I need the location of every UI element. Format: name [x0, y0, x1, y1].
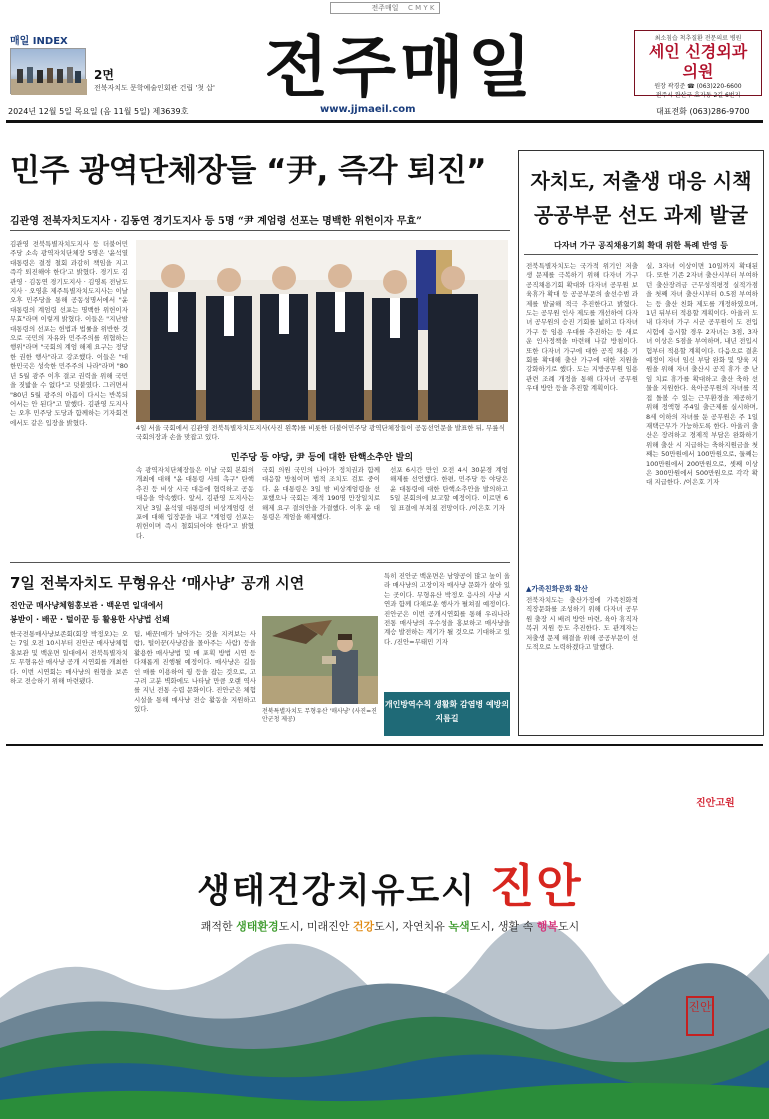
second-subhead-2: 봉받이 · 배꾼 · 털이꾼 등 활용한 사냥법 선봬 [10, 615, 170, 624]
index-label: 매일 INDEX [10, 36, 68, 47]
lead-subheadline: 김관영 전북자치도지사 · 김동연 경기도지사 등 5명 “尹 계엄령 선포는 명백한 위헌이자 무효” [10, 216, 422, 227]
right-headline-line2: 공공부문 선도 과제 발굴 [533, 203, 749, 227]
clinic-ad-address: 전주시 완산구 효자동 2길 6번지 [655, 92, 741, 99]
tagline-eco: 생태환경 [236, 920, 279, 933]
issue-date: 2024년 12월 5일 목요일 (음 11월 5일) 제3639호 [8, 107, 189, 116]
cmyk-marks: C M Y K [408, 4, 435, 12]
tagline-health: 건강 [352, 920, 375, 933]
lead-inner-subhead: 민주당 등 야당, 尹 등에 대한 탄핵소추안 발의 [230, 453, 414, 463]
ad-divider [6, 744, 763, 746]
lead-body-col4: 선포 6시간 만인 오전 4시 30분경 계엄 해제를 선언했다. 한편, 민주당 등 야당은 윤 대통령에 대한 탄핵소추안을 발의하고 5일 본회의에 보고할 예정이다. 이르면 6일 표결에 부쳐질 전망이다. /이은호 기자 [390, 466, 508, 512]
right-section-mark: ▲가족친화문화 확산 [526, 585, 588, 593]
public-health-banner[interactable]: 개인방역수칙 생활화 감염병 예방의 지름길 [384, 692, 510, 736]
right-divider [524, 254, 758, 255]
second-headline[interactable]: 7일 전북자치도 무형유산 ‘매사냥’ 공개 시연 [10, 574, 305, 592]
right-body-col2: 실, 3자녀 이상이면 10일까지 확대된다. 또한 기존 2자녀 출산시부터 부여하던 출산장려금 근무성적평정 실적가점을 첫째 자녀 출산시부터 0.5점 부여하는 등 출산 친화 제도를 개정하였으며, 1년 뒤부터 적용할 계획이다. 아울러 도내 다자녀 가구 시군 공무원이 도 전입시험에 응시할 경우 2자녀는 3점, 3자녀 이상은 5점을 부여하며, 내년 전입시험부터 적용할 계획이다. 다음으로 결혼 예정이 자녀 임신 부담 완화 및 양육 지원을 위해 자녀 출산시 공직 휴가 중 난임 치료 휴가를 확대하고 출산 축하 선물을 지원한다. 육아공무원의 자녀를 직접 돌볼 수 있는 근무환경을 제공하기 위해 정액형 주4일 출근제를 실시하며, 8세 이하의 자녀를 둔 공무원은 주 1일 재택근무가 가능하도록 한다. 아울러 출산은 장려하고 경제적 부담은 완화하기 위해 출산 시 지급하는 축하지원금을 첫째는 50만원에서 100만원으로, 둘째는 100만원에서 200만원으로, 셋째 이상은 300만원에서 500만원으로 각각 확대 지급한다. /이은호 기자 [646, 262, 758, 487]
index-description[interactable]: 전북자치도 문학예술인회관 건립 '첫 삽' [94, 84, 215, 92]
right-body-col1: 전북특별자치도는 국가적 위기인 저출생 문제를 극복하기 위해 다자녀 가구 공직채용기회 확대와 다자녀 공무원 보육휴가 확대 등 공공부문의 솔선수범 과제를 발굴해 적극 추진한다고 밝혔다. 도는 공무원 인사 제도를 개선하여 다자녀 공무원의 승진 기회를 넓히고 다자녀 가구 등 임용 우대를 추진하는 등 새로운 인사정책을 마련해 나갈 방침이다. 또한 다자녀 가구에 대한 공직 채용 기회를 확대해 출산 가구에 대한 지원을 강화하기로 했다. 도는 지방공무원 임용 관련 조례 개정을 통해 다자녀 공무원 우대 방안 등을 추진할 계획이다. [526, 262, 638, 393]
second-subhead-1: 진안군 매사냥체험홍보관 · 백운면 일대에서 [10, 601, 164, 610]
index-thumbnail[interactable] [10, 48, 86, 94]
second-body-col3: 특히 진안군 백운면은 남양공이 많고 높이 올라 매사냥의 고장이자 매사냥 문화가 살아 있는 곳이다. 무형유산 박정오 응사의 사냥 시연과 함께 다채로운 행사가 펼쳐질 예정이다. 진안군은 이번 공개시연회를 통해 우리나라 전통 매사냥의 우수성을 홍보하고 매사냥을 계승 발전하는 계기가 될 것으로 기대하고 있다. /진안=무태민 기자 [384, 572, 510, 646]
right-body-col1b: 전북자치도는 출산가정에 가족친화적 직장문화를 조성하기 위해 다자녀 공무원 출장 시 배려 방안 마련, 육아 휴직자 복귀 지원 등도 추진한다. 도 관계자는 저출생 문제 해결을 위해 공공부문이 선도적으로 노력하겠다고 말했다. [526, 596, 638, 652]
jinan-logo: 진안고원 [696, 798, 735, 809]
lead-body-col1: 김관영 전북특별자치도지사 등 더불어민주당 소속 광역자치단체장 5명은 '윤석열 대통령은 결정 철회 과감히 책임을 지고 즉각 퇴진해야 한다'고 밝혔다. 경기도 김관영 · 김동연 경기도지사 · 김영록 전남도지사 · 오영훈 제주특별자치도지사는 이날 오후 민주당을 통해 공동성명서에서 "윤 대통령의 계엄령 선포는 명백한 위헌이자 무효"라며 이렇게 밝혔다. 이들은 "지난밤 대통령의 선포는 헌법과 법률을 위반한 것으로 국민의 자유와 민주주의를 위협하는 행위"라며 "국회의 계엄 해제 요구는 정당한 권한 행사"라고 강조했다. 이들은 "대한민국은 성숙한 민주주의 나라"라며 "80년 5월 광주 이후 결코 권력을 위해 국민을 짓밟을 수 없다"고 덧붙였다. 그러면서 "80년 5월 광주의 아픔이 다시는 반복되어서는 안 된다"고 말했다. 김관영 도지사는 오후 민주당 도당과 함께하는 기자회견에서도 같은 입장을 밝혔다. [10, 240, 128, 427]
site-url[interactable]: www.jjmaeil.com [320, 104, 416, 115]
right-headline[interactable] [524, 164, 758, 232]
header-rule [6, 120, 763, 123]
tagline-green: 녹색 [448, 920, 470, 933]
tagline-mid2: 도시, 자연치유 [374, 920, 449, 933]
lead-body-col3: 국회 의원 국민의 나아가 정치권과 함께 대응할 방침이며 법적 조치도 검토 중이다. 윤 대통령은 3일 밤 비상계엄령을 선포했으나 국회는 재적 190명 만장일치로 해제 요구 결의안을 가결했다. 이후 윤 대통령은 계엄을 해제했다. [262, 466, 380, 522]
tagline-happy: 행복 [536, 920, 559, 933]
lead-body-col2: 속 광역자치단체장들은 이날 국회 본회의 개최에 대해 "윤 대통령 사퇴 촉구" 탄핵 추진 등 비상 시국 대응에 협력하고 공동대응을 약속했다. 앞서, 김관영 도지사는 지난 3일 윤석열 대통령의 비상계엄령 선포에 대해 입장문을 내고 "계엄령 선포는 위헌이며 즉시 철회되어야 한다"고 밝혔다. [136, 466, 254, 540]
mid-divider [10, 562, 510, 563]
falconer-photo-caption: 전북특별자치도 무형유산 '매사냥' (사진=진안군청 제공) [262, 708, 377, 723]
jinan-slogan-red: 진안 [489, 859, 583, 913]
tagline-pre: 쾌적한 [200, 920, 237, 933]
index-thumbnail-scene [11, 49, 87, 95]
clinic-ad-tagline: 최소침습 척추질환 전문의료 병원 [654, 35, 742, 42]
lead-divider [10, 230, 510, 231]
right-headline-line1: 자치도, 저출생 대응 시책 [530, 169, 752, 193]
lead-photo-caption: 4일 서울 국회에서 김관영 전북특별자치도지사(사진 왼쪽)를 비롯한 더불어민주당 광역단체장들이 공동선언문을 발표한 뒤, 무릎식 국회의장과 손을 맞잡고 있다. [136, 424, 505, 441]
second-body-col1: 한국전통매사냥보존회(회장 박정오)는 오는 7일 오전 10시부터 진안군 매사냥체험홍보관 및 백운면 일대에서 전북특별자치도 무형유산 매사냥 공개 시연회를 개최한다. 이번 시연회는 매사냥의 원형을 보존하고 전승하기 위해 마련됐다. [10, 630, 128, 686]
jinan-tagline [180, 918, 600, 934]
masthead-title: 전주매일 [264, 29, 536, 106]
jinan-slogan [160, 850, 620, 916]
tagline-mid3: 도시, 생활 속 [469, 920, 537, 933]
second-body-col2: 팀, 배꾼(매가 날아가는 것을 지켜보는 사람), 털이꾼(사냥감을 몰아주는 사람) 등을 활용한 매사냥법 및 매 포획 방법 시연 등 다채롭게 진행될 예정이다. 매사냥은 길들인 매를 이용하여 꿩 등을 잡는 것으로, 고구려 고분 벽화에도 나타날 만큼 오랜 역사를 지닌 전통 수렵 문화이다. 진안군은 체험 시설을 통해 매사냥 전승 활동을 지원하고 있다. [134, 630, 256, 714]
index-page-number: 2면 [94, 68, 114, 82]
lead-photo[interactable] [136, 240, 508, 422]
lead-headline[interactable]: 민주 광역단체장들 “尹, 즉각 퇴진” [10, 153, 487, 189]
clinic-ad[interactable] [634, 30, 762, 99]
main-phone: 대표전화 (063)286-9700 [656, 107, 750, 116]
red-seal: 진안 [686, 996, 714, 1036]
clinic-ad-phone: 원장 곽경준 ☎ (063)220-6600 [654, 83, 742, 90]
top-label: 전주매일 [330, 2, 440, 14]
tagline-end: 도시 [558, 920, 580, 933]
falconer-photo[interactable] [262, 616, 378, 704]
jinan-slogan-black: 생태건강치유도시 [197, 871, 477, 911]
group-photo-scene [136, 240, 508, 422]
clinic-ad-name: 세인 신경외과 의원 [648, 42, 748, 81]
falconer-scene [262, 616, 378, 704]
tagline-mid1: 도시, 미래진안 [278, 920, 353, 933]
right-subheadline: 다자녀 가구 공직채용기회 확대 위한 특례 반영 등 [553, 241, 729, 250]
